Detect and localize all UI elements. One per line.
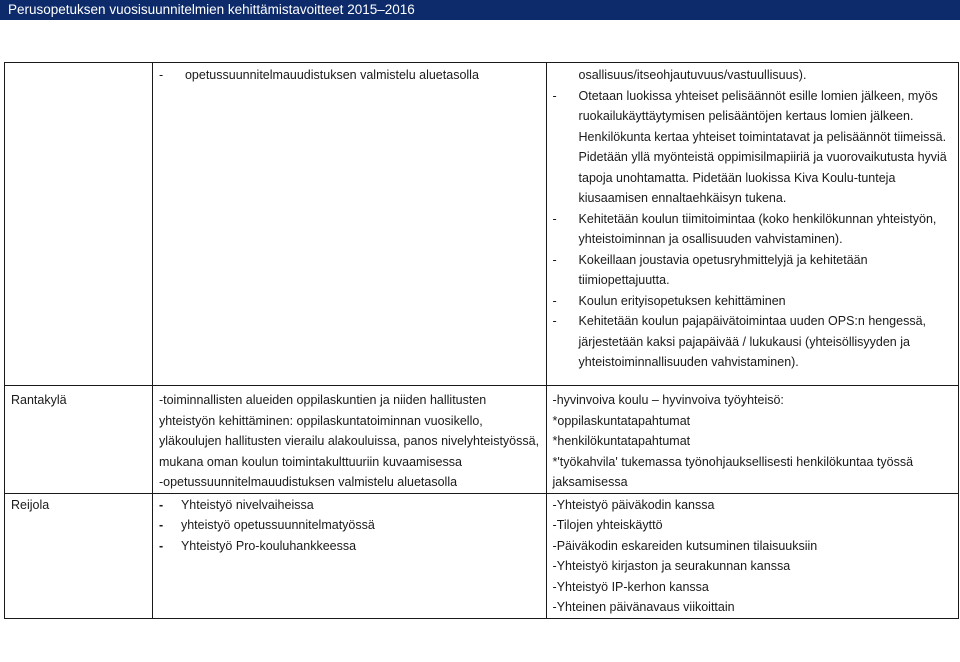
school-cell bbox=[5, 63, 153, 386]
document-header bbox=[0, 0, 960, 20]
table-row bbox=[5, 493, 959, 618]
list-item: - Koulun erityisopetuksen kehittäminen bbox=[552, 293, 786, 308]
list-item: - opetussuunnitelmauudistuksen valmistelu aluetasolla bbox=[158, 68, 479, 82]
list-item: - Yhteistyö Pro-kouluhankkeessa bbox=[158, 538, 357, 553]
list-item: - Kehitetään koulun tiimitoimintaa (koko henkilökunnan yhteistyön, yhteistoiminnan ja osallisuuden vahvistaminen). bbox=[552, 211, 937, 246]
list-item: -toiminnallisten alueiden oppilaskuntien ja niiden hallitusten yhteistyön kehittäminen: oppilaskuntatoiminnan vuosikello, yläkoulujen hallitusten vierailu alakouluissa, panos nivelyhteistyössä, mukana oman koulun toimintakulttuuriin kuvaamisessa bbox=[158, 393, 540, 469]
school-cell bbox=[5, 386, 153, 494]
list-item: -Yhteinen päivänavaus viikoittain bbox=[552, 600, 735, 614]
list-item: - yhteistyö opetussuunnitelmatyössä bbox=[158, 518, 375, 532]
list-item: -opetussuunnitelmauudistuksen valmistelu aluetasolla bbox=[158, 475, 458, 489]
list-item: -Yhteistyö kirjaston ja seurakunnan kanssa bbox=[552, 559, 791, 573]
document-title: Perusopetuksen vuosisuunnitelmien kehittämistavoitteet 2015–2016 bbox=[8, 2, 415, 17]
actions-cell bbox=[152, 63, 546, 386]
table-row bbox=[5, 386, 959, 494]
table-row bbox=[5, 63, 959, 386]
school-name: Rantakylä bbox=[11, 393, 67, 407]
list-item: -Tilojen yhteiskäyttö bbox=[552, 518, 663, 532]
list-item: *oppilaskuntatapahtumat bbox=[552, 413, 691, 428]
actions-cell bbox=[152, 386, 546, 494]
list-item: *henkilökuntatapahtumat bbox=[552, 434, 691, 448]
school-name: Reijola bbox=[11, 497, 50, 512]
list-item: -Yhteistyö päiväkodin kanssa bbox=[552, 497, 715, 512]
list-item: - Kehitetään koulun pajapäivätoimintaa uuden OPS:n hengessä, järjestetään kaksi pajapäivää / lukukausi (yhteisöllisyyden ja yhteistoiminnallisuuden vahvistaminen). bbox=[552, 314, 927, 369]
list-item: -hyvinvoiva koulu – hyvinvoiva työyhteisö: bbox=[552, 393, 784, 407]
list-item: - Kokeillaan joustavia opetusryhmittelyjä ja kehitetään tiimiopettajuutta. bbox=[552, 252, 868, 287]
development-goals-table bbox=[4, 62, 959, 619]
list-item: - Yhteistyö nivelvaiheissa bbox=[158, 497, 314, 512]
results-cell bbox=[546, 493, 958, 618]
results-cell bbox=[546, 63, 958, 386]
results-cell bbox=[546, 386, 958, 494]
list-item: osallisuus/itseohjautuvuus/vastuullisuus). bbox=[578, 68, 807, 82]
actions-cell bbox=[152, 493, 546, 618]
school-cell bbox=[5, 493, 153, 618]
list-item: -Päiväkodin eskareiden kutsuminen tilaisuuksiin bbox=[552, 538, 818, 553]
list-item: *'työkahvila' tukemassa työnohjauksellisesti henkilökuntaa työssä jaksamisessa bbox=[552, 454, 914, 489]
list-item: -Yhteistyö IP-kerhon kanssa bbox=[552, 579, 709, 594]
list-item: - Otetaan luokissa yhteiset pelisäännöt esille lomien jälkeen, myös ruokailukäyttäytymisen pelisääntöjen kertaus lomien jälkeen. Henkilökunta kertaa yhteiset toimintatavat ja pelisäännöt tiimeissä. Pidetään yllä myönteistä oppimisilmapiiriä ja vuorovaikutusta hyviä tapoja unohtamatta. Pidetään luokissa Kiva Koulu-tunteja kiusaamisen ennaltaehkäisyn tukena. bbox=[552, 88, 947, 205]
